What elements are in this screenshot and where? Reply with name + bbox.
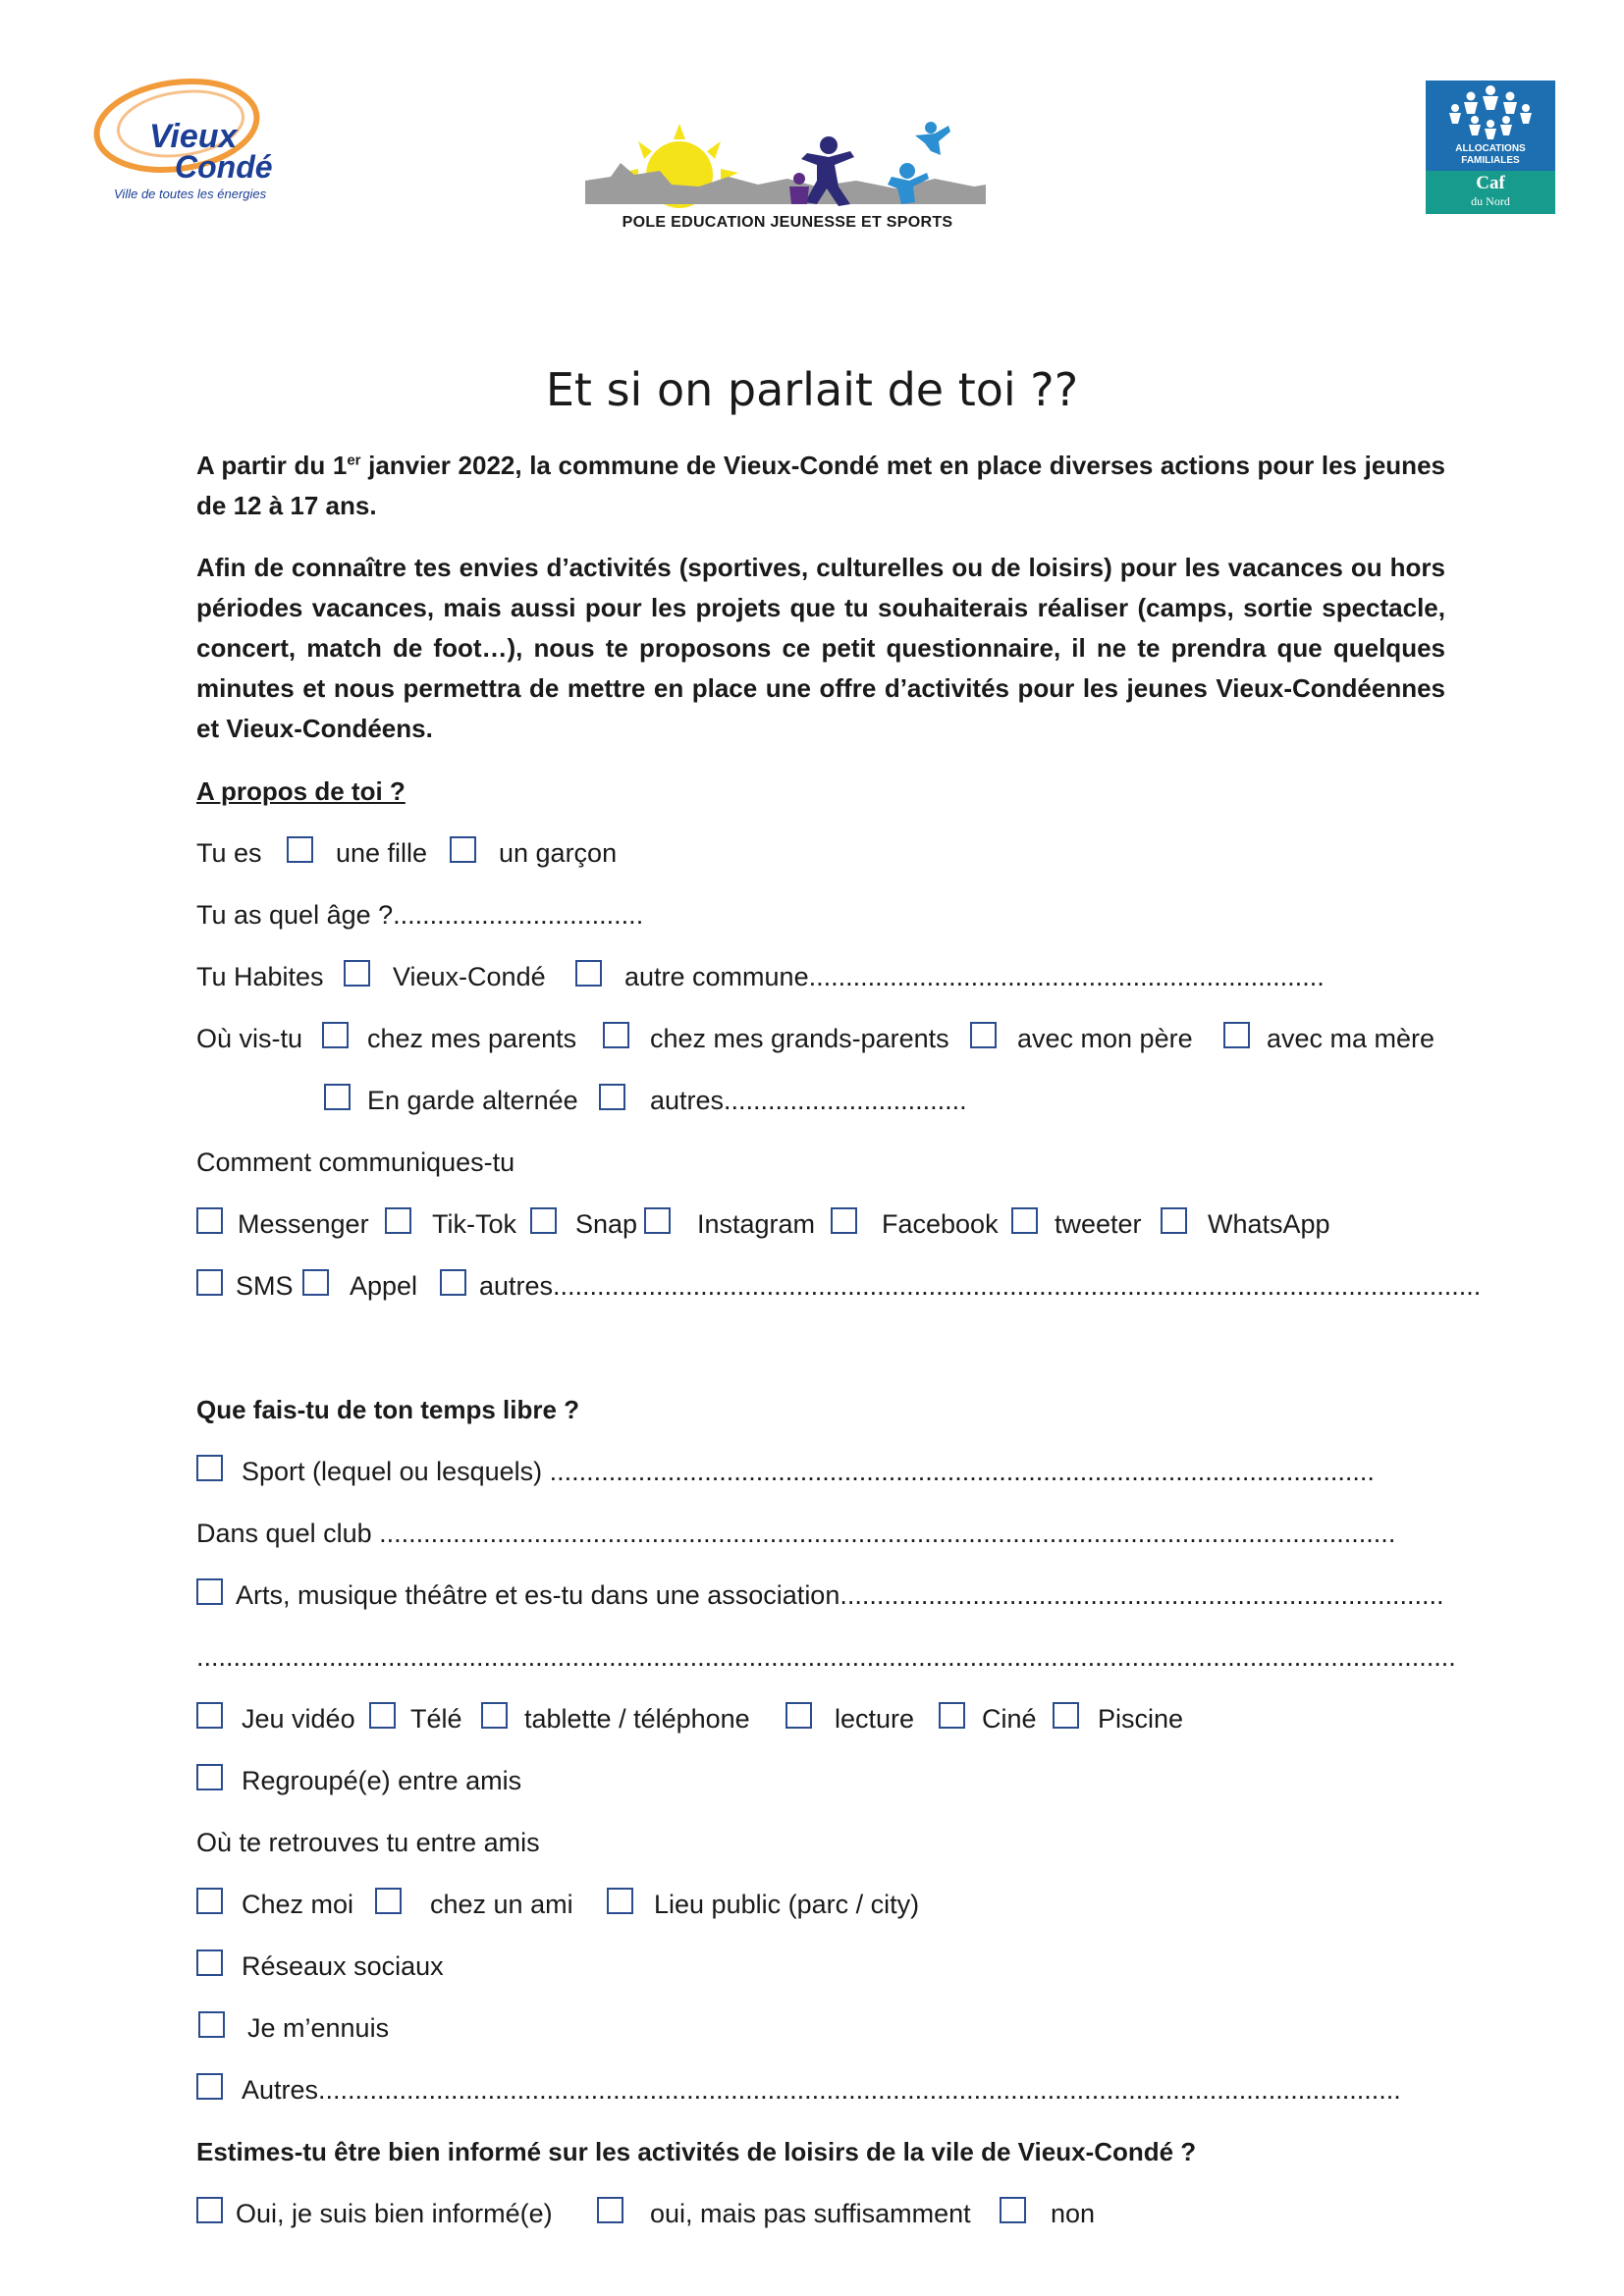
- checkbox-arts[interactable]: [196, 1578, 223, 1605]
- caf-text-allocations: ALLOCATIONS: [1455, 143, 1526, 154]
- option-autres-vis[interactable]: autres.................................: [650, 1086, 967, 1115]
- checkbox-facebook[interactable]: [831, 1207, 857, 1234]
- checkbox-jeu-video[interactable]: [196, 1702, 223, 1729]
- option-chez-moi: Chez moi: [242, 1890, 354, 1919]
- option-autres[interactable]: Autres...................................................................................................................................................: [242, 2075, 1401, 2105]
- arts-continuation-field[interactable]: ...........................................................................................................................................................................: [196, 1642, 1456, 1672]
- checkbox-fille[interactable]: [287, 836, 313, 863]
- option-fille: une fille: [336, 838, 428, 868]
- option-arts[interactable]: Arts, musique théâtre et es-tu dans une association..................................................................................: [236, 1580, 1444, 1610]
- option-sport[interactable]: Sport (lequel ou lesquels) ................................................................................................................: [242, 1457, 1375, 1486]
- checkbox-tablette[interactable]: [481, 1702, 508, 1729]
- caf-family-figures-icon: [1426, 80, 1555, 143]
- checkbox-lieu-public[interactable]: [607, 1888, 633, 1914]
- checkbox-autres-communique[interactable]: [440, 1269, 466, 1296]
- caf-du-nord-logo: [1426, 80, 1555, 214]
- option-vieux-conde: Vieux-Condé: [393, 962, 546, 991]
- checkbox-tele[interactable]: [369, 1702, 396, 1729]
- option-lieu-public: Lieu public (parc / city): [654, 1890, 920, 1919]
- caf-text-familiales: FAMILIALES: [1461, 155, 1520, 166]
- logo-word-conde: Condé: [175, 149, 273, 185]
- option-non: non: [1051, 2199, 1096, 2228]
- checkbox-instagram[interactable]: [644, 1207, 671, 1234]
- pole-education-logo: [581, 116, 994, 236]
- option-garde-alternee: En garde alternée: [367, 1086, 578, 1115]
- option-pas-suffisamment: oui, mais pas suffisamment: [650, 2199, 971, 2228]
- option-bien-informe: Oui, je suis bien informé(e): [236, 2199, 553, 2228]
- gender-label: Tu es: [196, 838, 262, 868]
- checkbox-cine[interactable]: [939, 1702, 965, 1729]
- checkbox-whatsapp[interactable]: [1161, 1207, 1187, 1234]
- checkbox-garcon[interactable]: [450, 836, 476, 863]
- option-garcon: un garçon: [499, 838, 618, 868]
- checkbox-lecture[interactable]: [785, 1702, 812, 1729]
- checkbox-autre-commune[interactable]: [575, 960, 602, 987]
- header: [0, 0, 1624, 255]
- intro-p1-end: janvier 2022, la commune de Vieux-Condé met en place diverses actions pour les jeunes de 12 à 17 ans.: [196, 451, 1445, 520]
- ou-label: Où te retrouves tu entre amis: [196, 1828, 540, 1857]
- page-title: Et si on parlait de toi ??: [545, 363, 1079, 416]
- checkbox-sport[interactable]: [196, 1455, 223, 1481]
- option-sms: SMS: [236, 1271, 294, 1301]
- checkbox-bien-informe[interactable]: [196, 2197, 223, 2223]
- option-appel: Appel: [350, 1271, 418, 1301]
- checkbox-non[interactable]: [1000, 2197, 1026, 2223]
- option-chez-un-ami: chez un ami: [430, 1890, 573, 1919]
- option-tablette: tablette / téléphone: [524, 1704, 750, 1734]
- checkbox-vieux-conde[interactable]: [344, 960, 370, 987]
- option-tiktok: Tik-Tok: [432, 1209, 516, 1239]
- habites-label: Tu Habites: [196, 962, 324, 991]
- intro-p1-start: A partir du 1: [196, 451, 348, 480]
- checkbox-autres-vis[interactable]: [599, 1084, 625, 1110]
- caf-text-du-nord: du Nord: [1471, 194, 1510, 208]
- checkbox-pere[interactable]: [970, 1022, 997, 1048]
- option-mere: avec ma mère: [1267, 1024, 1435, 1053]
- option-jeu-video: Jeu vidéo: [242, 1704, 355, 1734]
- option-regroupe: Regroupé(e) entre amis: [242, 1766, 522, 1795]
- checkbox-pas-suffisamment[interactable]: [597, 2197, 623, 2223]
- checkbox-garde-alternee[interactable]: [324, 1084, 351, 1110]
- logo-tagline: Ville de toutes les énergies: [114, 187, 267, 201]
- sun-and-kids-illustration-icon: [581, 116, 994, 214]
- option-whatsapp: WhatsApp: [1208, 1209, 1330, 1239]
- checkbox-parents[interactable]: [322, 1022, 349, 1048]
- caf-text-caf: Caf: [1476, 173, 1505, 193]
- option-reseaux: Réseaux sociaux: [242, 1951, 444, 1981]
- vis-label: Où vis-tu: [196, 1024, 303, 1053]
- checkbox-messenger[interactable]: [196, 1207, 223, 1234]
- option-ennuis: Je m’ennuis: [247, 2013, 390, 2043]
- checkbox-mere[interactable]: [1223, 1022, 1250, 1048]
- age-field[interactable]: Tu as quel âge ?..................................: [196, 900, 644, 930]
- option-autre-commune[interactable]: autre commune......................................................................: [624, 962, 1325, 991]
- section-heading-about: A propos de toi ?: [196, 776, 406, 806]
- checkbox-piscine[interactable]: [1053, 1702, 1079, 1729]
- checkbox-grands-parents[interactable]: [603, 1022, 629, 1048]
- option-lecture: lecture: [835, 1704, 915, 1734]
- option-grands-parents: chez mes grands-parents: [650, 1024, 949, 1053]
- option-tele: Télé: [410, 1704, 462, 1734]
- section-heading-free-time: Que fais-tu de ton temps libre ?: [196, 1395, 580, 1424]
- club-field[interactable]: Dans quel club ..........................................................................................................................................: [196, 1519, 1396, 1548]
- intro-paragraph-2: Afin de connaître tes envies d’activités (sportives, culturelles ou de loisirs) pour les vacances ou hors périodes vacances, mais aussi pour les projets que tu souhaiterais réaliser (camps, sortie spectacle, concert, match de foot…), nous te proposons ce petit questionnaire, il ne te prendra que quelques minutes et nous permettra de mettre en place une offre d’activités pour les jeunes Vieux-Condéennes et Vieux-Condéens.: [196, 553, 1445, 743]
- intro-p1-superscript: er: [347, 452, 361, 469]
- option-parents: chez mes parents: [367, 1024, 577, 1053]
- checkbox-sms[interactable]: [196, 1269, 223, 1296]
- option-autres-communique[interactable]: autres..............................................................................................................................: [479, 1271, 1482, 1301]
- checkbox-appel[interactable]: [302, 1269, 329, 1296]
- section-heading-informed: Estimes-tu être bien informé sur les activités de loisirs de la vile de Vieux-Condé ?: [196, 2137, 1197, 2166]
- checkbox-chez-un-ami[interactable]: [375, 1888, 402, 1914]
- option-snap: Snap: [575, 1209, 638, 1239]
- intro-paragraph-1: [196, 446, 1445, 526]
- checkbox-tiktok[interactable]: [385, 1207, 411, 1234]
- communique-label: Comment communiques-tu: [196, 1148, 515, 1177]
- checkbox-autres[interactable]: [196, 2073, 223, 2100]
- checkbox-regroupe[interactable]: [196, 1764, 223, 1790]
- option-pere: avec mon père: [1017, 1024, 1193, 1053]
- checkbox-snap[interactable]: [530, 1207, 557, 1234]
- logo-word-vieux: Vieux: [149, 118, 238, 155]
- option-messenger: Messenger: [238, 1209, 369, 1239]
- checkbox-ennuis[interactable]: [198, 2011, 225, 2038]
- option-tweeter: tweeter: [1055, 1209, 1142, 1239]
- vieux-conde-logo: [81, 77, 282, 204]
- pole-education-caption: POLE EDUCATION JEUNESSE ET SPORTS: [622, 214, 953, 231]
- checkbox-chez-moi[interactable]: [196, 1888, 223, 1914]
- option-piscine: Piscine: [1098, 1704, 1184, 1734]
- checkbox-tweeter[interactable]: [1011, 1207, 1038, 1234]
- checkbox-reseaux[interactable]: [196, 1949, 223, 1976]
- option-cine: Ciné: [982, 1704, 1037, 1734]
- option-facebook: Facebook: [882, 1209, 999, 1239]
- option-instagram: Instagram: [697, 1209, 816, 1239]
